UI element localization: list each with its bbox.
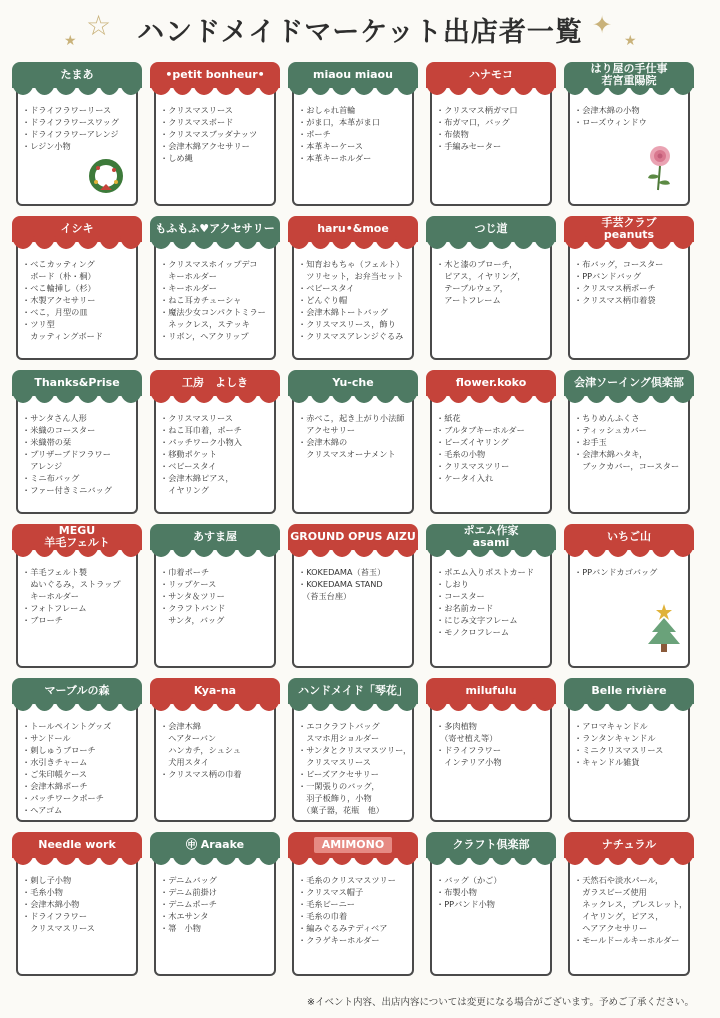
vendor-name: もふもふ♥アクセサリー xyxy=(155,222,275,235)
vendor-card xyxy=(12,832,142,976)
wreath-icon xyxy=(86,156,126,200)
vendor-items: ・トールペイントグッズ ・サンドール ・刺しゅうブローチ ・水引きチャーム ・ご朱印帳ケース ・会津木綿ポーチ ・パッチワークポーチ ・ヘアゴム xyxy=(22,721,112,815)
vendor-card xyxy=(150,832,280,976)
vendor-card xyxy=(564,370,694,514)
vendor-items: ・ポエム入りポストカード ・しおり ・コースター ・お名前カード ・にじみ文字フレーム ・モノクロフレーム xyxy=(436,567,535,637)
vendor-name: Needle work xyxy=(38,838,116,851)
vendor-name: イシキ xyxy=(60,222,94,235)
vendor-card xyxy=(12,678,142,822)
vendor-name: マーブルの森 xyxy=(44,684,110,697)
vendor-items: ・ちりめんふくさ ・ティッシュカバー ・お手玉 ・会津木綿ハタキ， ブックカバー，コースター xyxy=(574,413,680,471)
star-icon: ✦ xyxy=(592,11,613,39)
vendor-name: ハンドメイド「琴花」 xyxy=(298,684,408,697)
vendor-card xyxy=(288,216,418,360)
vendor-name: ポエム作家 asami xyxy=(463,524,519,549)
vendor-name: あすま屋 xyxy=(193,530,237,543)
vendor-card xyxy=(288,62,418,206)
vendor-items: ・天然石や淡水パール， ガラスビーズ使用 ネックレス，ブレスレット， イヤリング，ピアス， ヘアアクセサリー ・モールドールキーホルダー xyxy=(574,875,688,945)
vendor-items: ・赤べこ，起き上がり小法師 アクセサリー ・会津木綿の クリスマスオーナメント xyxy=(298,413,405,459)
vendor-grid xyxy=(12,62,694,976)
vendor-name: 会津ソーイング倶楽部 xyxy=(574,376,684,389)
vendor-items: ・クリスマスホイップデコ キーホルダー ・キーホルダー ・ねこ耳カチューシャ ・魔法少女コンパクトミラー ネックレス，ステッキ ・リボン，ヘアクリップ xyxy=(160,259,266,341)
vendor-name: haru•&moe xyxy=(317,222,389,235)
vendor-name: はり屋の手仕事 若宮重陽院 xyxy=(590,62,668,87)
vendor-items: ・多肉植物 （寄せ植え等） ・ドライフラワー インテリア小物 xyxy=(436,721,502,767)
vendor-items: ・布バッグ，コースター ・PPバンドバッグ ・クリスマス柄ポーチ ・クリスマス柄巾着袋 xyxy=(574,259,664,305)
vendor-name: ハナモコ xyxy=(469,68,513,81)
vendor-items: ・クリスマスリース ・ねこ耳巾着，ポーチ ・パッチワーク小物入 ・移動ポケット ・ベビースタイ ・会津木綿ピアス， イヤリング xyxy=(160,413,242,495)
vendor-name: Thanks&Prise xyxy=(34,376,120,389)
vendor-items: ・アロマキャンドル ・ランタンキャンドル ・ミニクリスマスリース ・キャンドル雑貨 xyxy=(574,721,664,767)
vendor-card xyxy=(12,524,142,668)
vendor-items: ・紙花 ・ブルタブキーホルダー ・ビーズイヤリング ・毛糸の小物 ・クリスマスツリー ・ケータイ入れ xyxy=(436,413,525,483)
vendor-card xyxy=(288,370,418,514)
vendor-name: milufulu xyxy=(465,684,517,697)
vendor-card xyxy=(288,678,418,822)
vendor-card xyxy=(426,524,556,668)
vendor-items: ・クリスマス柄ガマ口 ・布ガマ口，バッグ ・布俵物 ・手編みセーター xyxy=(436,105,518,151)
vendor-name: Belle rivière xyxy=(591,684,667,697)
vendor-name: 工房 よしき xyxy=(182,376,248,389)
vendor-card xyxy=(564,524,694,668)
vendor-name: たまあ xyxy=(60,68,94,81)
vendor-items: ・刺し子小物 ・毛糸小物 ・会津木綿小物 ・ドライフラワー クリスマスリース xyxy=(22,875,95,933)
vendor-items: ・知育おもちゃ（フェルト） ツリセット，お弁当セット ・ベビースタイ ・どんぐり帽 ・会津木綿トートバッグ ・クリスマスリース，飾り ・クリスマスアレンジぐるみ xyxy=(298,259,405,341)
vendor-card xyxy=(288,832,418,976)
vendor-name: クラフト倶楽部 xyxy=(452,838,530,851)
vendor-name: Yu-che xyxy=(332,376,374,389)
vendor-card xyxy=(12,370,142,514)
vendor-card xyxy=(426,832,556,976)
vendor-items: ・木と漆のブローチ， ピアス，イヤリング， テーブルウェア， アートフレーム xyxy=(436,259,526,305)
star-icon: ★ xyxy=(624,33,637,49)
vendor-name: MEGU 羊毛フェルト xyxy=(44,524,110,549)
vendor-name xyxy=(290,832,416,858)
page-title: ハンドメイドマーケット出店者一覧 xyxy=(137,17,583,48)
vendor-items: ・おしゃれ首輪 ・がま口，本革がま口 ・ポーチ ・本革キーケース ・本革キーホルダー xyxy=(298,105,380,163)
vendor-card xyxy=(150,678,280,822)
vendor-items: ・巾着ポーチ ・リップケース ・サンタ＆ツリー ・クラフトバンド サンタ，バッグ xyxy=(160,567,226,625)
vendor-items: ・バッグ（かご） ・布製小物 ・PPバンド小物 xyxy=(436,875,502,909)
vendor-card xyxy=(288,524,418,668)
vendor-card xyxy=(564,678,694,822)
vendor-name: つじ道 xyxy=(474,222,508,235)
vendor-items: ・毛糸のクリスマスツリー ・クリスマス帽子 ・毛糸ビーニー ・毛糸の巾着 ・編みぐるみテディベア ・クラゲキーホルダー xyxy=(298,875,396,945)
vendor-card xyxy=(426,370,556,514)
star-icon: ☆ xyxy=(86,9,112,42)
vendor-card xyxy=(12,216,142,360)
vendor-card xyxy=(150,524,280,668)
vendor-name: •petit bonheur• xyxy=(165,68,265,81)
vendor-card xyxy=(12,62,142,206)
vendor-name: GROUND OPUS AIZU xyxy=(290,530,416,543)
vendor-items: ・会津木綿 ヘアターバン ハンカチ，シュシュ 犬用スタイ ・クリスマス柄の巾着 xyxy=(160,721,242,779)
vendor-items: ・会津木綿の小物 ・ローズウィンドウ xyxy=(574,105,647,127)
vendor-name: miaou miaou xyxy=(313,68,393,81)
vendor-items: ・ドライフラワーリース ・ドライフラワースワッグ ・ドライフラワーアレンジ ・レジン小物 xyxy=(22,105,119,151)
rose-icon xyxy=(640,142,680,196)
vendor-card xyxy=(426,678,556,822)
vendor-name: 手芸クラブ peanuts xyxy=(601,216,657,241)
vendor-card xyxy=(426,216,556,360)
vendor-items: ・べこカッティング ボード（朴・桐） ・べこ輪挿し（杉） ・木製アクセサリー ・べこ，月型の皿 ・ツリ型 カッティングボード xyxy=(22,259,103,341)
vendor-name: Kya-na xyxy=(193,684,237,697)
vendor-items: ・デニムバッグ ・デニム前掛け ・デニムポーチ ・木エサンタ ・箒 小物 xyxy=(160,875,217,933)
vendor-items: ・羊毛フェルト製 ぬいぐるみ，ストラップ キーホルダー ・フォトフレーム ・ブローチ xyxy=(22,567,121,625)
vendor-name: いちご山 xyxy=(607,530,651,543)
vendor-card xyxy=(564,832,694,976)
vendor-name: ナチュラル xyxy=(601,838,657,851)
vendor-name: ㊥ Araake xyxy=(185,838,245,851)
vendor-name: flower.koko xyxy=(455,376,527,389)
christmas-tree-icon xyxy=(644,600,684,660)
vendor-items: ・エコクラフトバッグ スマホ用ショルダー ・サンタとクリスマスツリー， クリスマスリース ・ビーズアクセサリー ・一閑張りのバッグ， 羽子板飾り，小物 （菓子器，花瓶 他） xyxy=(298,721,412,815)
vendor-name-label: AMIMONO xyxy=(314,837,392,853)
vendor-card xyxy=(150,216,280,360)
vendor-card xyxy=(426,62,556,206)
vendor-card xyxy=(150,370,280,514)
vendor-card xyxy=(564,62,694,206)
star-icon: ★ xyxy=(64,33,77,49)
vendor-items: ・クリスマスリース ・クリスマスボード ・クリスマスブッダナッツ ・会津木綿アクセサリー ・しめ縄 xyxy=(160,105,258,163)
vendor-items: ・サンタさん人形 ・米織のコースター ・米織帯の栞 ・プリザーブドフラワー アレンジ ・ミニ布バッグ ・ファー付きミニバッグ xyxy=(22,413,112,495)
disclaimer-note: ※イベント内容、出店内容については変更になる場合がございます。予めご了承ください。 xyxy=(306,997,694,1008)
vendor-items: ・PPバンドカゴバッグ xyxy=(574,567,658,577)
vendor-card xyxy=(564,216,694,360)
vendor-items: ・KOKEDAMA（苔玉） ・KOKEDAMA STAND （苔玉台座） xyxy=(298,567,386,601)
vendor-card xyxy=(150,62,280,206)
